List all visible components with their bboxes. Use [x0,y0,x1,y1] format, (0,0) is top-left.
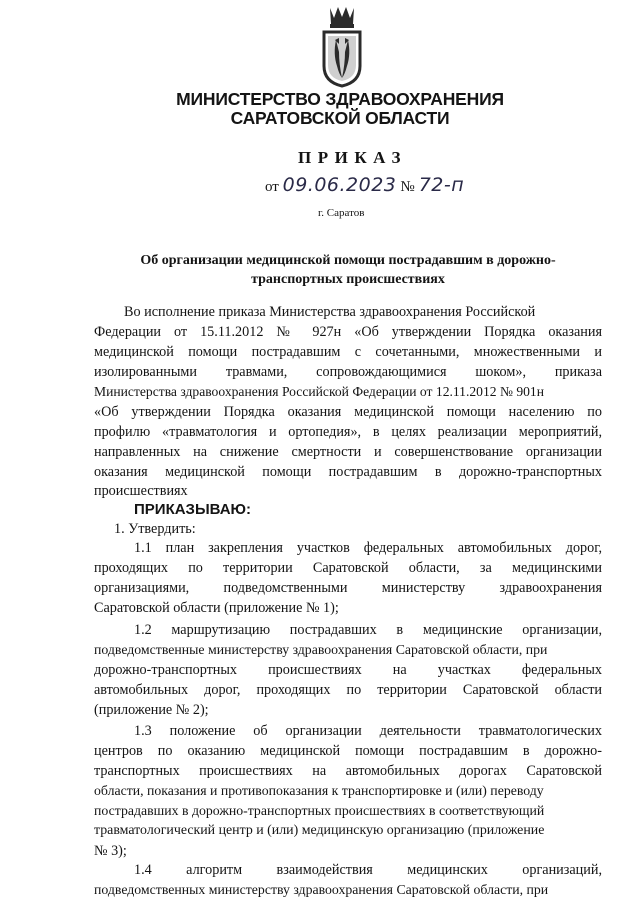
city-label: г. Саратов [318,207,365,219]
body-line: 1.2 маршрутизацию пострадавших в медицинские организации, [134,622,602,638]
handwritten-order-number: 72-п [418,174,465,196]
body-line: пострадавших в дорожно-транспортных происшествиях в соответствующий [94,803,545,818]
order-directive: ПРИКАЗЫВАЮ: [134,501,252,518]
body-line: № 3); [94,843,127,859]
body-line: 1.4 алгоритм взаимодействия медицинских организаций, [134,862,602,878]
order-title-line-1: Об организации медицинской помощи пострадавшим в дорожно- [140,253,556,268]
order-date-number-line [265,174,464,196]
body-line: Во исполнение приказа Министерства здравоохранения Российской [124,304,536,320]
body-line: центров по оказанию медицинской помощи пострадавшим в дорожно- [94,743,602,759]
body-line: дорожно-транспортных происшествиях на участках федеральных [94,662,602,678]
body-line: травматологический центр и (или) медицинскую организацию (приложение [94,823,545,838]
body-line: изолированными травмами, сопровождающимися шоком», приказа [94,364,602,380]
body-line: (приложение № 2); [94,702,209,718]
body-line: подведомственные министерству здравоохранения Саратовской области, при [94,642,548,657]
body-line: транспортных происшествиях на автомобильных дорогах Саратовской [94,763,602,779]
body-line: Саратовской области (приложение № 1); [94,600,339,616]
body-line: профилю «травматология и ортопедия», в целях реализации мероприятий, [94,424,602,440]
order-heading: ПРИКАЗ [298,148,407,167]
ministry-name-line-2: САРАТОВСКОЙ ОБЛАСТИ [230,108,450,128]
body-line: 1.3 положение об организации деятельности травматологических [134,723,602,739]
handwritten-date: 09.06.2023 [282,174,397,196]
date-prefix: от [265,179,279,195]
body-line: области, показания и противопоказания к транспортировке и (или) переводу [94,783,544,798]
body-line: направленных на снижение смертности и совершенствование организации [94,444,602,460]
body-line: автомобильных дорог, проходящих по территории Саратовской области [94,682,602,698]
body-line: Федерации от 15.11.2012 № 927н «Об утверждении Порядка оказания [94,324,602,340]
body-line: Министерства здравоохранения Российской Федерации от 12.11.2012 № 901н [94,384,544,399]
body-line: «Об утверждении Порядка оказания медицинской помощи населению по [94,404,602,420]
body-line: происшествиях [94,483,188,499]
number-sign: № [400,179,415,195]
body-line: проходящих по территории Саратовской области, за медицинскими [94,560,602,576]
body-line: 1.1 план закрепления участков федеральных автомобильных дорог, [134,540,602,556]
body-line: 1. Утвердить: [114,521,196,537]
body-line: медицинской помощи пострадавшим с сочетанными, множественными и [94,344,602,360]
body-line: подведомственных министерству здравоохранения Саратовской области, при [94,882,549,897]
ministry-name-line-1: МИНИСТЕРСТВО ЗДРАВООХРАНЕНИЯ [176,89,504,109]
order-title-line-2: транспортных происшествиях [251,272,445,287]
body-line: оказания медицинской помощи пострадавшим в дорожно-транспортных [94,464,602,480]
coat-of-arms-emblem [318,4,366,88]
body-line: организациями, подведомственными министерству здравоохранения [94,580,602,596]
